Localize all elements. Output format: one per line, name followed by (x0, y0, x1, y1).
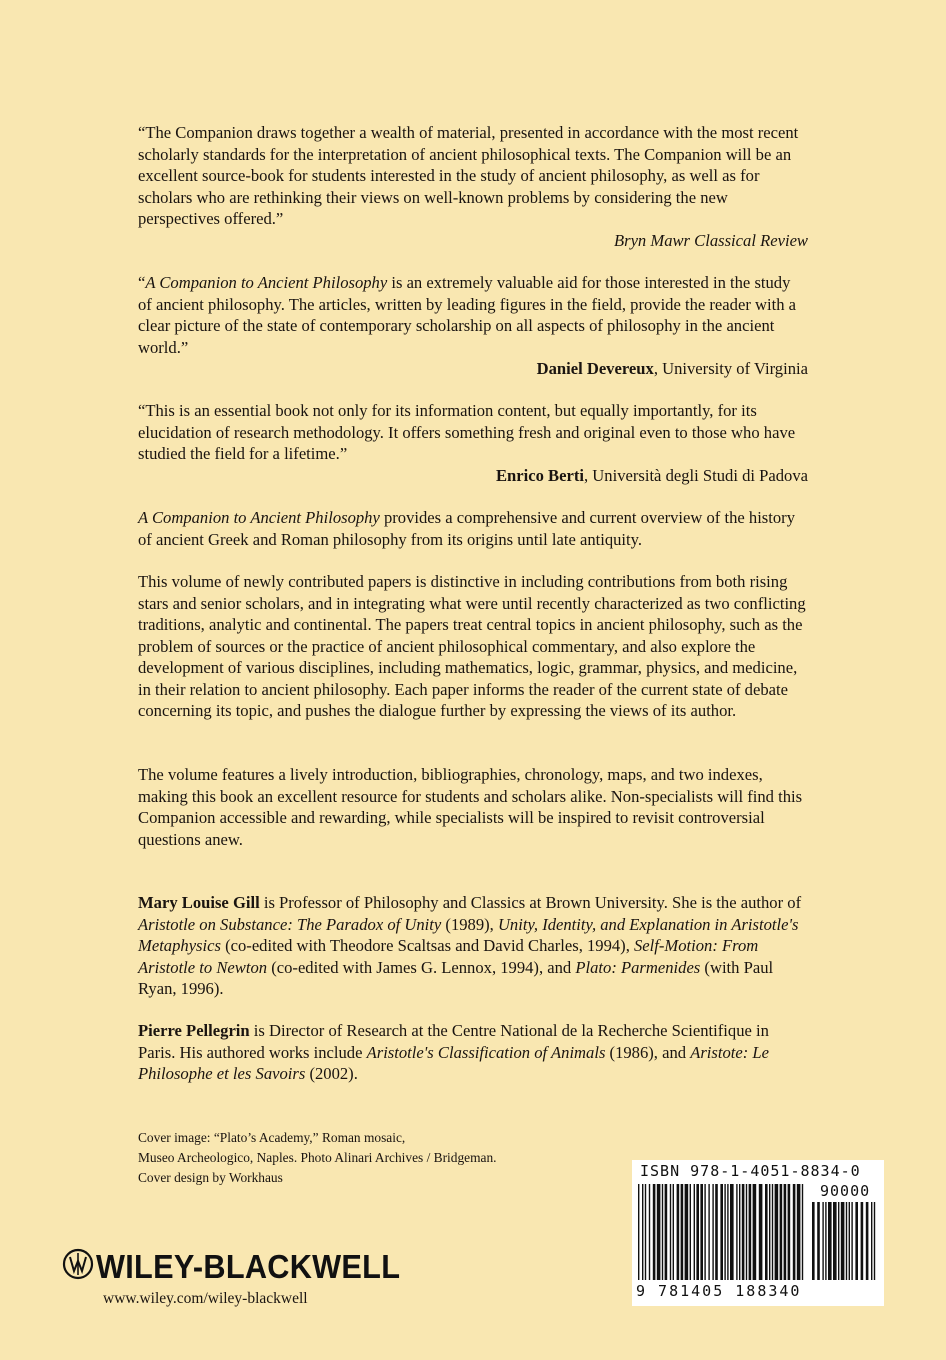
barcode-bar (685, 1184, 689, 1280)
barcode-bar (727, 1184, 728, 1280)
barcode-bar (784, 1184, 787, 1280)
barcode-bar (653, 1184, 656, 1280)
barcode-bar (793, 1184, 796, 1280)
barcode-bar (704, 1184, 705, 1280)
publisher-name: WILEY-BLACKWELL (96, 1248, 401, 1285)
barcode-bar (645, 1184, 646, 1280)
barcode-bar (759, 1184, 763, 1280)
review-1-quote: “The Companion draws together a wealth of material, presented in accordance with the most recent scholarly standards for the interpretation of ancient philosophical texts. The Companion will be an excellent source-book for students interested in the study of ancient philosophy, as well as for scholars who are rethinking their views on well-known problems by considering the new perspectives offered.” (138, 123, 799, 228)
description-paragraph-2: This volume of newly contributed papers is distinctive in including contributions from both rising stars and senior scholars, and in integrating what were until recently characterized as two conflicting traditions, analytic and continental. The papers treat central topics in ancient philosophy, such as the problem of sources or the practice of ancient philosophical commentary, and also explore the development of various disciplines, including mathematics, logic, grammar, physics, and medicine, in their relation to ancient philosophy. Each paper informs the reader of the current state of debate concerning its topic, and pushes the dialogue further by expressing the views of its author. (138, 572, 806, 720)
barcode-bar (833, 1202, 837, 1280)
barcode-bar (871, 1202, 872, 1280)
barcode-bar (874, 1202, 875, 1280)
barcode-bar (828, 1202, 832, 1280)
barcode-bar (662, 1184, 663, 1280)
publisher-url[interactable]: www.wiley.com/wiley-blackwell (103, 1290, 308, 1307)
barcode-bar (855, 1202, 858, 1280)
barcode-bar (772, 1184, 773, 1280)
cover-credits: Cover image: “Plato’s Academy,” Roman mosaic, Museo Archeologico, Naples. Photo Alinari Archives / Bridgeman. Cover design by Workhaus (138, 1130, 497, 1185)
barcode-bar (825, 1202, 826, 1280)
barcode-bar (749, 1184, 752, 1280)
barcode-bar (775, 1184, 779, 1280)
barcode-bar (788, 1184, 791, 1280)
review-2 (138, 272, 808, 380)
barcode-bar (742, 1184, 745, 1280)
barcode-bar (851, 1202, 852, 1280)
barcode-bar (673, 1184, 674, 1280)
review-2-attribution: Daniel Devereux, University of Virginia (536, 359, 808, 378)
barcode-bar (780, 1184, 783, 1280)
barcode-bar (720, 1184, 723, 1280)
barcode-bar (866, 1202, 869, 1280)
price-addon-number: 90000 (820, 1182, 871, 1200)
barcode-bar (677, 1184, 680, 1280)
isbn-number: ISBN 978-1-4051-8834-0 (640, 1162, 861, 1180)
ean-number: 9 781405 188340 (636, 1282, 802, 1300)
author-bio-pellegrin: Pierre Pellegrin is Director of Research at the Centre National de la Recherche Scientifique in Paris. His authored works include Aristotle's Classification of Animals (1986), and Aristote: Le Philosophe et les Savoirs (2002). (138, 1021, 770, 1083)
barcode-bar (657, 1184, 661, 1280)
barcode-bar (846, 1202, 847, 1280)
wiley-logo-icon (62, 1247, 94, 1281)
review-3 (138, 400, 808, 486)
barcode-bar (861, 1202, 864, 1280)
author-bio-gill: Mary Louise Gill is Professor of Philosophy and Classics at Brown University. She is the author of Aristotle on Substance: The Paradox of Unity (1989), Unity, Identity, and Explanation in Aristotle's Metaphysics (co-edited with Theodore Scaltsas and David Charles, 1994), Self-Motion: From Aristotle to Newton (co-edited with James G. Lennox, 1994), and Plato: Parmenides (with Paul Ryan, 1996). (138, 893, 802, 998)
barcode-bar (708, 1184, 709, 1280)
barcode-bar (681, 1184, 684, 1280)
barcode-bar (724, 1184, 725, 1280)
barcode-bar (696, 1184, 699, 1280)
review-1-source: Bryn Mawr Classical Review (613, 230, 808, 250)
barcode-bar (797, 1184, 801, 1280)
addon-barcode-bars (810, 1202, 880, 1282)
review-2-quote: “A Companion to Ancient Philosophy is an extremely valuable aid for those interested in the study of ancient philosophy. The articles, written by leading figures in the field, provide the reader with a clear picture of the state of contemporary scholarship on all aspects of philosophy in the ancient world.” (138, 273, 797, 357)
description-paragraph-1: A Companion to Ancient Philosophy provides a comprehensive and current overview of the history of ancient Greek and Roman philosophy from its origins until late antiquity. (138, 508, 795, 549)
review-3-attribution: Enrico Berti, Università degli Studi di Padova (495, 465, 808, 485)
ean-barcode-bars (636, 1184, 808, 1284)
barcode-bar (730, 1184, 734, 1280)
barcode-bar (700, 1184, 703, 1280)
barcode-bar (642, 1184, 643, 1280)
barcode-bar (817, 1202, 820, 1280)
barcode-bar (736, 1184, 737, 1280)
barcode-bar (765, 1184, 768, 1280)
review-3-quote: “This is an essential book not only for its information content, but equally importantly, for its elucidation of research methodology. It offers something fresh and original even to those who have studied the field for a lifetime.” (138, 401, 796, 463)
barcode-bar (802, 1184, 803, 1280)
barcode-bar (739, 1184, 740, 1280)
barcode-bar (712, 1184, 713, 1280)
barcode-bar (841, 1202, 845, 1280)
barcode-bar (769, 1184, 770, 1280)
barcode-bar (849, 1202, 850, 1280)
barcode-bar (812, 1202, 815, 1280)
barcode-bar (670, 1184, 671, 1280)
barcode-bar (690, 1184, 691, 1280)
barcode-bar (715, 1184, 718, 1280)
barcode-bar (753, 1184, 757, 1280)
barcode-bar (638, 1184, 639, 1280)
barcode-bar (665, 1184, 668, 1280)
barcode-bar (694, 1184, 695, 1280)
description-paragraph-3: The volume features a lively introduction, bibliographies, chronology, maps, and two indexes, making this book an excellent resource for students and scholars alike. Non-specialists will find this Companion accessible and rewarding, while specialists will be inspired to revisit controversial questions anew. (138, 765, 803, 849)
barcode-bar (649, 1184, 650, 1280)
barcode-bar (838, 1202, 839, 1280)
isbn-barcode (632, 1160, 884, 1306)
review-1 (138, 122, 808, 251)
barcode-bar (746, 1184, 747, 1280)
barcode-bar (822, 1202, 823, 1280)
